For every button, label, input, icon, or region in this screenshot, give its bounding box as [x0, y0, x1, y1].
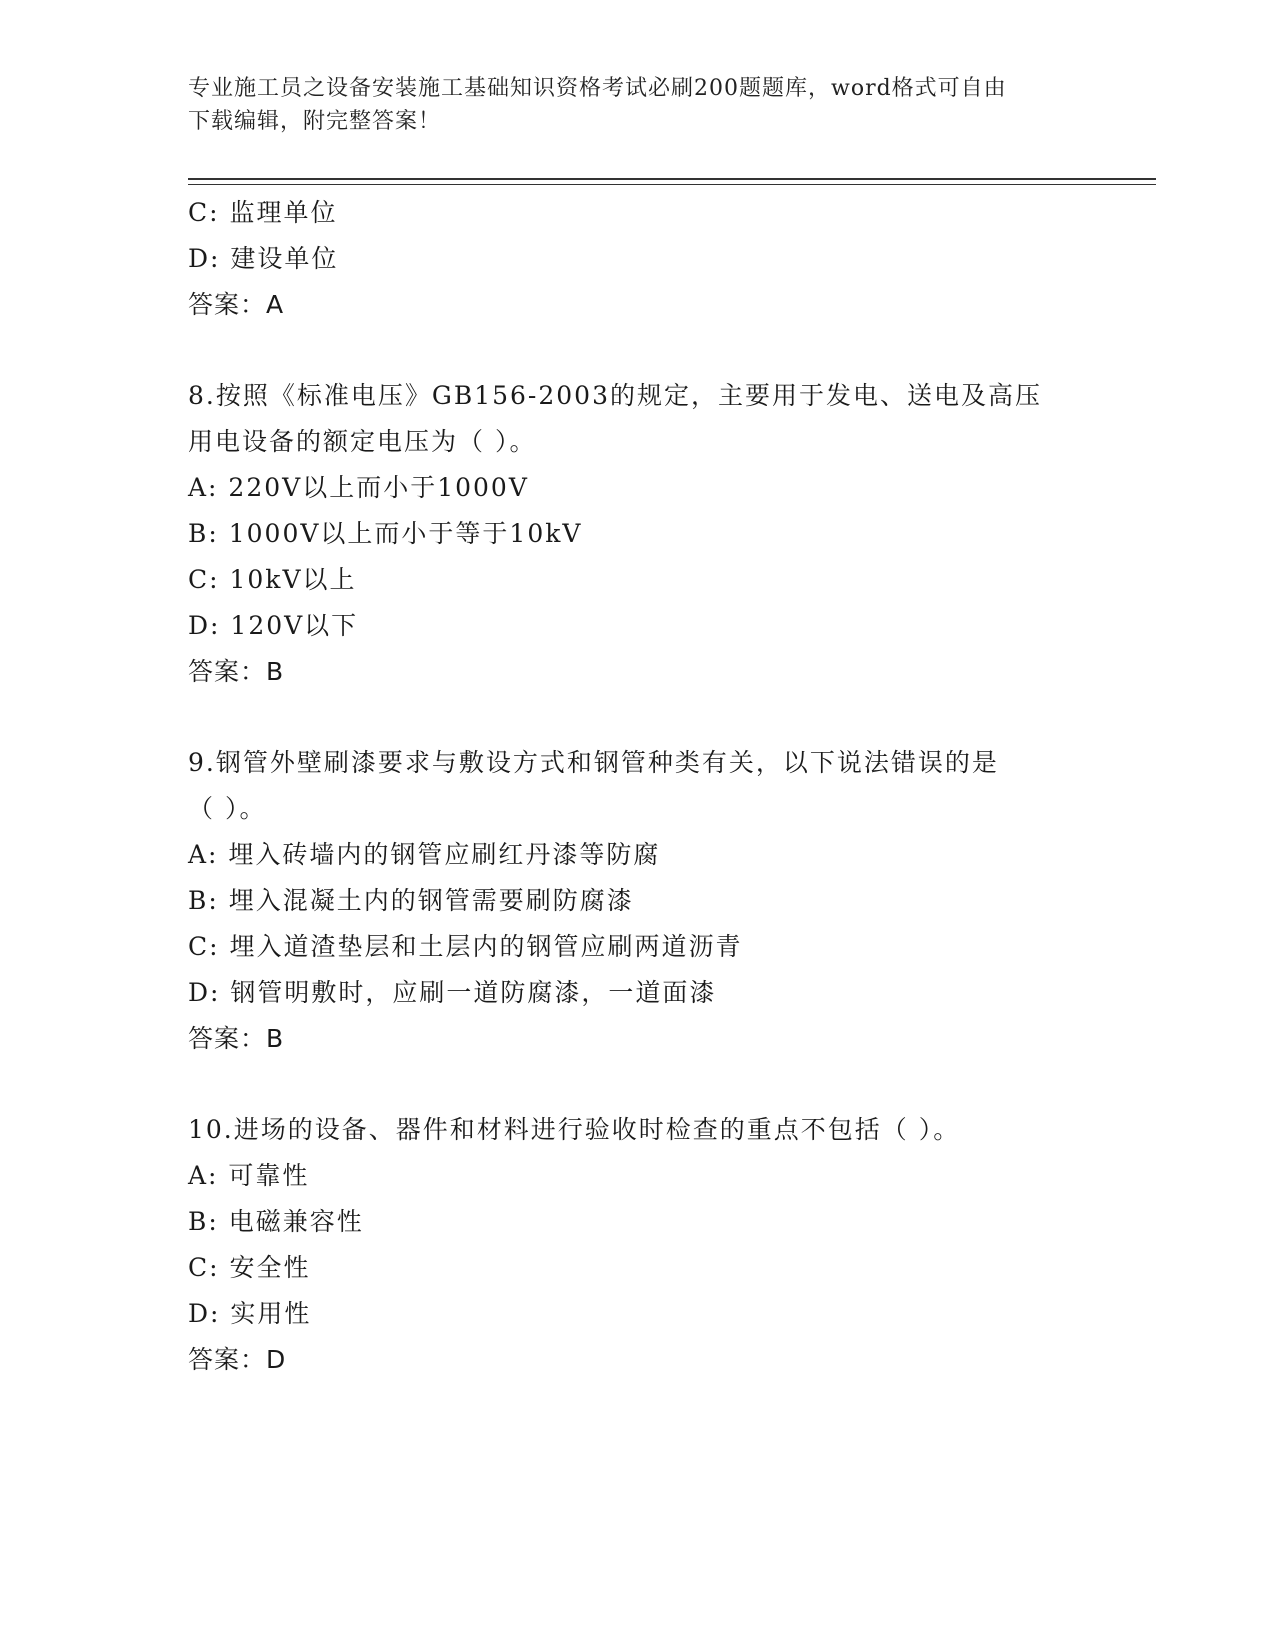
spacer [188, 1062, 1088, 1107]
header-divider-bottom [188, 184, 1156, 185]
option-b: B: 电磁兼容性 [188, 1207, 364, 1236]
question-8 [188, 373, 1088, 695]
question-stem-line-1: 10.进场的设备、器件和材料进行验收时检查的重点不包括（ ）。 [188, 1115, 961, 1144]
option-c: C: 安全性 [188, 1253, 311, 1282]
option-b: B: 埋入混凝土内的钢管需要刷防腐漆 [188, 886, 634, 915]
option-c: C: 监理单位 [188, 198, 338, 227]
option-a: A: 220V以上而小于1000V [188, 473, 529, 502]
question-7-tail [188, 190, 1088, 328]
option-b: B: 1000V以上而小于等于10kV [188, 519, 583, 548]
option-a: A: 埋入砖墙内的钢管应刷红丹漆等防腐 [188, 840, 661, 869]
option-d: D: 实用性 [188, 1299, 312, 1328]
document-header [188, 72, 1068, 138]
question-stem-line-2: （ ）。 [188, 794, 267, 823]
answer-label: 答案：A [188, 290, 285, 319]
question-stem-line-2: 用电设备的额定电压为（ ）。 [188, 427, 537, 456]
option-d: D: 建设单位 [188, 244, 339, 273]
option-c: C: 10kV以上 [188, 565, 357, 594]
question-content [188, 190, 1088, 1383]
option-a: A: 可靠性 [188, 1161, 310, 1190]
question-9 [188, 740, 1088, 1062]
option-c: C: 埋入道渣垫层和土层内的钢管应刷两道沥青 [188, 932, 743, 961]
question-10 [188, 1107, 1088, 1383]
option-d: D: 钢管明敷时，应刷一道防腐漆，一道面漆 [188, 978, 717, 1007]
spacer [188, 328, 1088, 373]
header-line-1: 专业施工员之设备安装施工基础知识资格考试必刷200题题库，word格式可自由 [188, 76, 1007, 101]
option-d: D: 120V以下 [188, 611, 359, 640]
header-divider-top [188, 178, 1156, 180]
header-line-2: 下载编辑，附完整答案！ [188, 109, 442, 134]
answer-label: 答案：B [188, 657, 285, 686]
answer-label: 答案：D [188, 1345, 287, 1374]
answer-label: 答案：B [188, 1024, 285, 1053]
spacer [188, 695, 1088, 740]
question-stem-line-1: 8.按照《标准电压》GB156-2003的规定，主要用于发电、送电及高压 [188, 381, 1042, 410]
question-stem-line-1: 9.钢管外壁刷漆要求与敷设方式和钢管种类有关，以下说法错误的是 [188, 748, 999, 777]
